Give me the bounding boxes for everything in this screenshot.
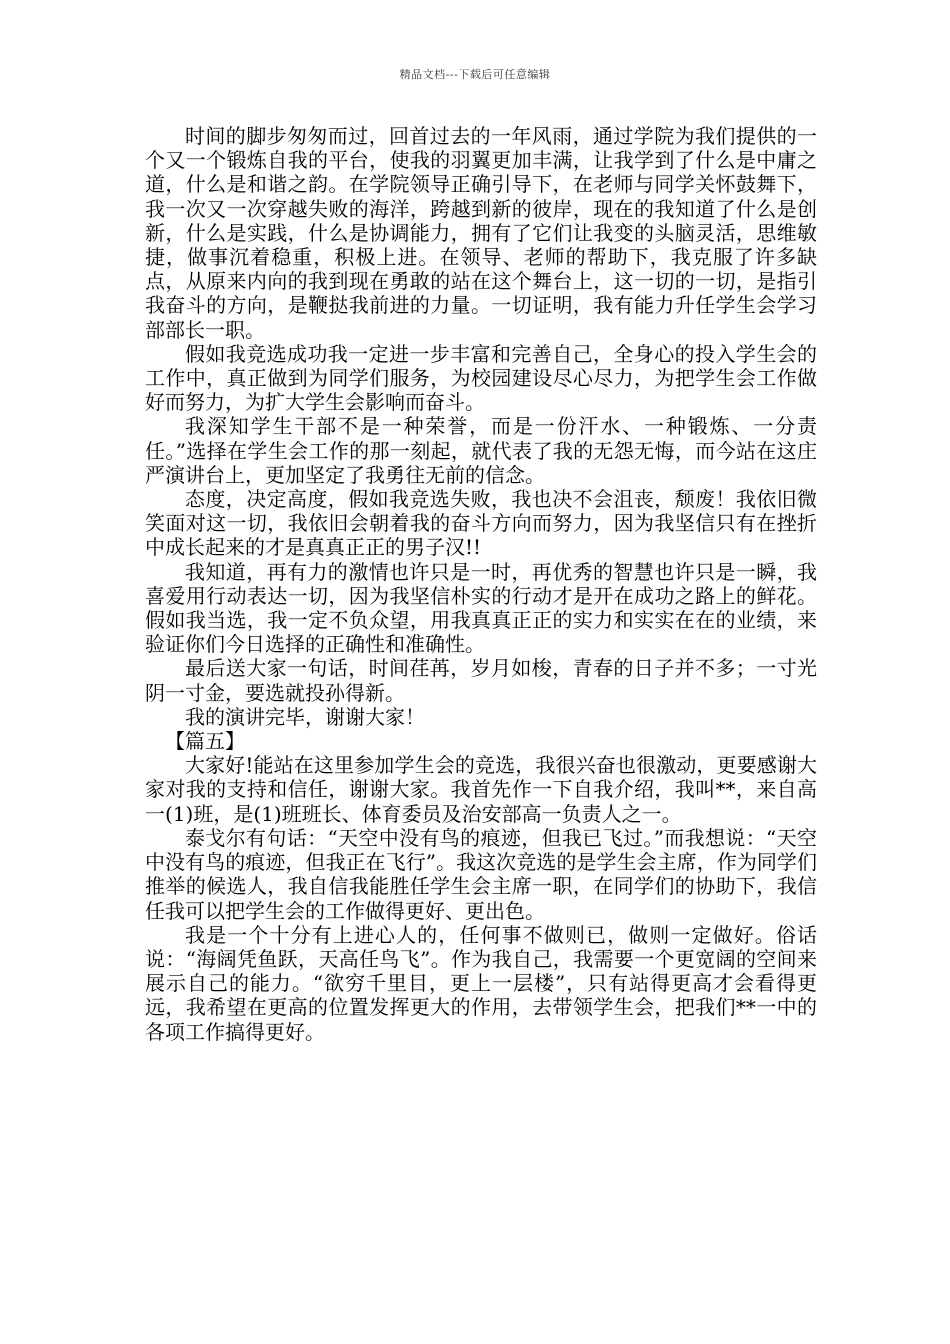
paragraph: 我是一个十分有上进心人的，任何事不做则已，做则一定做好。俗话说：“海阔凭鱼跃，天高任鸟飞”。作为我自己，我需要一个更宽阔的空间来展示自己的能力。“欲穷千里目，更上一层楼”，只有站得更高才会看得更远，我希望在更高的位置发挥更大的作用，去带领学生会，把我们**一中的各项工作搞得更好。 (145, 922, 817, 1044)
paragraph: 我知道，再有力的激情也许只是一时，再优秀的智慧也许只是一瞬，我喜爱用行动表达一切，因为我坚信朴实的行动才是开在成功之路上的鲜花。假如我当选，我一定不负众望，用我真真正正的实力和实实在在的业绩，来验证你们今日选择的正确性和准确性。 (145, 559, 817, 657)
paragraph: 泰戈尔有句话：“天空中没有鸟的痕迹，但我已飞过。”而我想说：“天空中没有鸟的痕迹，但我正在飞行”。我这次竞选的是学生会主席，作为同学们推举的候选人，我自信我能胜任学生会主席一职，在同学们的协助下，我信任我可以把学生会的工作做得更好、更出色。 (145, 825, 817, 923)
section-heading: 【篇五】 (165, 729, 245, 754)
paragraph: 大家好!能站在这里参加学生会的竞选，我很兴奋也很激动，更要感谢大家对我的支持和信任，谢谢大家。我首先作一下自我介绍，我叫**，来自高一(1)班，是(1)班班长、体育委员及治安部高一负责人之一。 (145, 753, 817, 826)
page-header: 精品文档---下载后可任意编辑 (399, 68, 551, 81)
paragraph: 最后送大家一句话，时间荏苒，岁月如梭，青春的日子并不多；一寸光阴一寸金，要选就投孙得新。 (145, 656, 817, 705)
paragraph: 我的演讲完毕，谢谢大家！ (185, 704, 425, 729)
paragraph: 假如我竞选成功我一定进一步丰富和完善自己，全身心的投入学生会的工作中，真正做到为同学们服务，为校园建设尽心尽力，为把学生会工作做好而努力，为扩大学生会影响而奋斗。 (145, 341, 817, 415)
paragraph: 我深知学生干部不是一种荣誉，而是一份汗水、一种锻炼、一分责任。”选择在学生会工作的那一刻起，就代表了我的无怨无悔，而今站在这庄严演讲台上，更加坚定了我勇往无前的信念。 (145, 414, 817, 487)
paragraph: 态度，决定高度，假如我竞选失败，我也决不会沮丧，颓废！我依旧微笑面对这一切，我依旧会朝着我的奋斗方向而努力，因为我坚信只有在挫折中成长起来的才是真真正正的男子汉!! (145, 487, 817, 560)
paragraph: 时间的脚步匆匆而过，回首过去的一年风雨，通过学院为我们提供的一个又一个锻炼自我的平台，使我的羽翼更加丰满，让我学到了什么是中庸之道，什么是和谐之韵。在学院领导正确引导下，在老师与同学关怀鼓舞下，我一次又一次穿越失败的海洋，跨越到新的彼岸，现在的我知道了什么是创新，什么是实践，什么是协调能力，拥有了它们让我变的头脑灵活，思维敏捷，做事沉着稳重，积极上进。在领导、老师的帮助下，我克服了许多缺点，从原来内向的我到现在勇敢的站在这个舞台上，这一切的一切，是指引我奋斗的方向，是鞭挞我前进的力量。一切证明，我有能力升任学生会学习部部长一职。 (145, 124, 817, 342)
document-body (145, 124, 817, 1044)
